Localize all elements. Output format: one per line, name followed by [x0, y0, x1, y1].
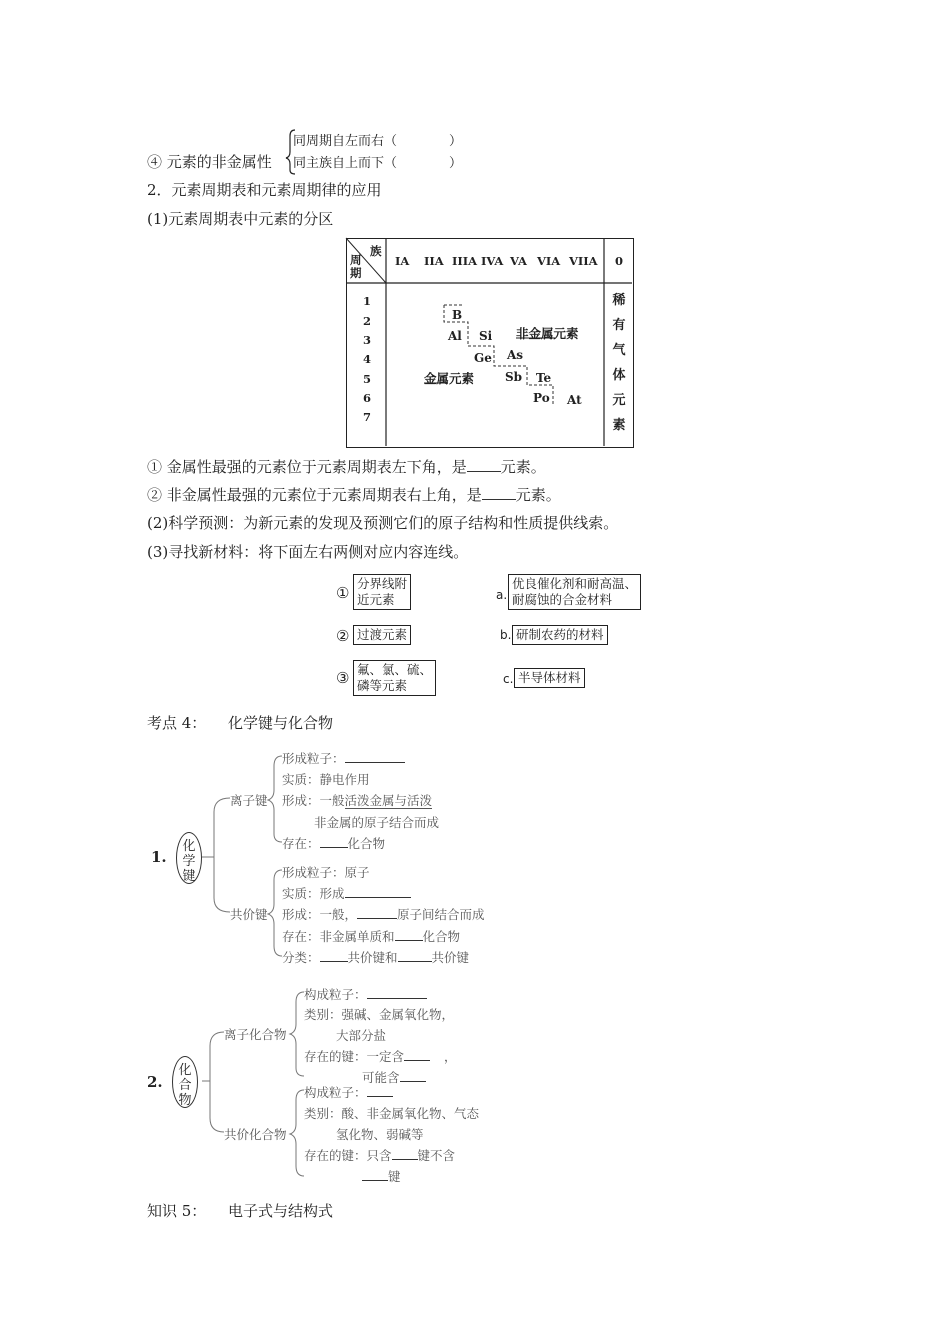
circle-char: 键 — [182, 869, 196, 884]
match-left-number: ② — [336, 627, 350, 645]
circle-char: 合 — [178, 1078, 192, 1093]
noble-char: 体 — [612, 368, 626, 383]
corner-period: 周期 — [350, 253, 362, 280]
answer-blank[interactable] — [362, 1168, 388, 1181]
answer-blank[interactable] — [398, 949, 432, 962]
item-text: 键 — [388, 1169, 401, 1184]
group-header: VIA — [537, 254, 561, 268]
cov-item-types — [282, 948, 469, 966]
item-text: 分类： — [282, 950, 320, 965]
group-header: IIIA — [452, 254, 478, 268]
answer-blank[interactable] — [395, 928, 423, 941]
answer-blank[interactable] — [392, 1147, 418, 1160]
answer-blank[interactable] — [404, 1048, 430, 1061]
covalent-bond-label: 共价键 — [230, 907, 268, 922]
circle-char: 学 — [182, 854, 196, 869]
match-text: 研制农药的材料 — [516, 627, 604, 642]
answer-blank[interactable] — [367, 1084, 393, 1097]
ionic-compound-label: 离子化合物 — [224, 1027, 287, 1042]
circle-char: 物 — [178, 1093, 192, 1108]
period-number: 6 — [363, 391, 372, 405]
cc-item-types: 类别：酸、非金属氧化物、气态 — [304, 1106, 480, 1121]
circle-char: 化 — [182, 839, 196, 854]
item-text: 构成粒子： — [304, 1085, 367, 1100]
period-number: 5 — [363, 372, 372, 386]
answer-blank[interactable] — [400, 1069, 426, 1082]
group-zero: 0 — [615, 254, 624, 268]
bond-number: 1. — [151, 848, 167, 866]
nonmetal-label: 非金属元素 — [516, 326, 579, 341]
answer-blank[interactable] — [320, 835, 348, 848]
element-ge: Ge — [474, 351, 492, 365]
question-2 — [147, 484, 561, 505]
ionic-item-formation — [282, 791, 432, 809]
element-as: As — [507, 348, 524, 362]
period-number: 2 — [363, 314, 372, 328]
ic-item-particles — [304, 985, 427, 1003]
chemical-bond-circle — [176, 832, 202, 884]
item4-label: ④ 元素的非金属性 — [147, 153, 272, 171]
compound-number: 2. — [147, 1073, 163, 1091]
item-text: 原子间结合而成 — [397, 907, 485, 922]
item-text: 存在： — [282, 836, 320, 851]
subsection-1: (1)元素周期表中元素的分区 — [147, 210, 334, 228]
section-2-heading: 2．元素周期表和元素周期律的应用 — [147, 181, 382, 199]
answer-blank[interactable] — [467, 459, 501, 472]
question-2-text: ② 非金属性最强的元素位于元素周期表右上角，是 — [147, 486, 482, 504]
group-header: IA — [395, 254, 410, 268]
element-te: Te — [536, 371, 552, 385]
period-number: 1 — [363, 294, 372, 308]
item-text: 存在的键：只含 — [304, 1148, 392, 1163]
match-left-item-3[interactable] — [353, 660, 436, 696]
circle-char: 化 — [178, 1063, 192, 1078]
metal-label: 金属元素 — [424, 371, 475, 386]
period-number: 3 — [363, 333, 372, 347]
answer-blank[interactable] — [357, 906, 397, 919]
noble-gas-label — [609, 288, 629, 438]
ionic-bond-label: 离子键 — [230, 793, 268, 808]
brace-line-1: 同周期自左而右（ ） — [293, 134, 463, 149]
ionic-item-formation-2: 非金属的原子结合而成 — [314, 815, 440, 830]
cc-item-bonds — [304, 1146, 455, 1164]
cov-item-formation — [282, 905, 485, 923]
item-text: 形成：一般 — [282, 793, 345, 808]
ionic-item-particles — [282, 749, 405, 767]
period-number: 7 — [363, 410, 372, 424]
ic-item-types-2: 大部分盐 — [336, 1028, 387, 1043]
answer-blank[interactable] — [345, 885, 411, 898]
item-text: 形成：一般， — [282, 907, 358, 922]
kaodian-4-title: 化学键与化合物 — [228, 714, 334, 732]
element-po: Po — [533, 391, 550, 405]
match-text: 磷等元素 — [357, 678, 408, 693]
item-text: 可能含 — [362, 1070, 400, 1085]
period-number: 4 — [363, 352, 372, 366]
question-2-tail: 元素。 — [515, 486, 561, 504]
noble-char: 有 — [612, 318, 626, 333]
match-text: 耐腐蚀的合金材料 — [512, 592, 613, 607]
group-header: IIA — [424, 254, 444, 268]
item-text: 键不含 — [417, 1148, 456, 1163]
ionic-item-essence: 实质：静电作用 — [282, 772, 370, 787]
answer-blank[interactable] — [345, 750, 405, 763]
noble-char: 气 — [612, 343, 626, 358]
match-right-tag: b. — [500, 628, 512, 642]
match-left-number: ③ — [336, 669, 350, 687]
group-header: IVA — [481, 254, 504, 268]
cov-item-particles: 形成粒子：原子 — [282, 865, 370, 880]
element-at: At — [567, 393, 582, 407]
item-text: 形成粒子： — [282, 751, 345, 766]
match-text: 氟、氯、硫、 — [357, 662, 433, 677]
match-right-item-a[interactable] — [508, 574, 641, 610]
periodic-table — [346, 238, 634, 448]
noble-char: 元 — [612, 393, 626, 408]
question-1 — [147, 456, 546, 477]
zhishi-5-label: 知识 5： — [147, 1202, 207, 1220]
match-right-item-c[interactable] — [514, 668, 585, 688]
item-text: 化合物 — [422, 929, 461, 944]
element-b: B — [452, 308, 463, 322]
match-right-tag: a. — [496, 588, 508, 602]
match-text: 分界线附 — [357, 576, 408, 591]
element-sb: Sb — [505, 370, 523, 384]
element-al: Al — [448, 329, 462, 343]
brace-line-2: 同主族自上而下（ ） — [293, 156, 463, 171]
corner-group: 族 — [370, 244, 382, 258]
match-text: 近元素 — [357, 592, 395, 607]
match-left-number: ① — [336, 584, 350, 602]
question-1-text: ① 金属性最强的元素位于元素周期表左下角，是 — [147, 458, 467, 476]
item-text: 实质：形成 — [282, 886, 345, 901]
match-left-item-2[interactable] — [353, 625, 411, 645]
item-text: 活泼金属与 — [344, 793, 408, 808]
kaodian-4-label: 考点 4： — [147, 714, 207, 732]
match-left-item-1[interactable] — [353, 574, 411, 610]
noble-char: 素 — [612, 418, 626, 433]
match-right-tag: c. — [503, 672, 514, 686]
question-1-tail: 元素。 — [500, 458, 546, 476]
element-si: Si — [479, 329, 493, 343]
item-text: ， — [444, 1049, 457, 1064]
item-text: 存在的键：一定含 — [304, 1049, 405, 1064]
cc-item-bonds-2 — [362, 1167, 401, 1185]
item-text: 共价键 — [431, 950, 470, 965]
answer-blank[interactable] — [367, 986, 427, 999]
match-text: 半导体材料 — [518, 670, 581, 685]
match-right-item-b[interactable] — [512, 625, 608, 645]
subsection-3: (3)寻找新材料：将下面左右两侧对应内容连线。 — [147, 543, 469, 561]
group-header: VIIA — [569, 254, 598, 268]
answer-blank[interactable] — [482, 487, 516, 500]
item-text: 共价键和 — [347, 950, 398, 965]
ionic-item-exists — [282, 834, 385, 852]
ic-item-bonds — [304, 1047, 457, 1065]
match-text: 优良催化剂和耐高温、 — [512, 576, 638, 591]
item-text: 化合物 — [347, 836, 386, 851]
item-text: 存在：非金属单质和 — [282, 929, 395, 944]
noble-char: 稀 — [612, 293, 626, 308]
cov-item-essence — [282, 884, 411, 902]
covalent-compound-label: 共价化合物 — [224, 1127, 287, 1142]
subsection-2: (2)科学预测：为新元素的发现及预测它们的原子结构和性质提供线索。 — [147, 514, 619, 532]
cc-item-types-2: 氢化物、弱碱等 — [336, 1127, 424, 1142]
zhishi-5-title: 电子式与结构式 — [228, 1202, 334, 1220]
cov-item-exists — [282, 927, 460, 945]
group-header: VA — [510, 254, 527, 268]
ic-item-types: 类别：强碱、金属氧化物， — [304, 1007, 455, 1022]
item-text: 构成粒子： — [304, 987, 367, 1002]
match-text: 过渡元素 — [357, 627, 408, 642]
item-text: 活泼 — [407, 793, 433, 808]
cc-item-particles — [304, 1083, 393, 1101]
answer-blank[interactable] — [320, 949, 348, 962]
compound-circle — [172, 1056, 198, 1108]
